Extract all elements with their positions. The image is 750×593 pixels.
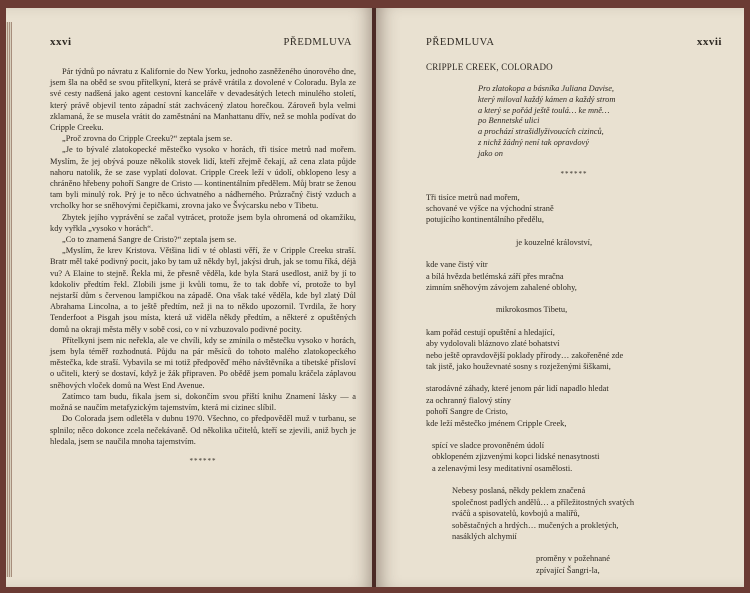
paragraph: „Je to bývalé zlatokopecké městečko vysoko v horách, tři tisíce metrů nad mořem. Myslím, že jej obývá pouze několik stovek lidí, kteří zřejmě čekají, až cena zlata půjde nahoru natolik, že se zase vyplatí dolovat. Cripple Creek leží v údolí, obklopeno lesy a chráněno hřebeny pohoří Sangre de Cristo — kontinentálním předělem. Můj bratr se ženou tam byli minulý rok. Prý je to něco úchvatného a nádherného. Průzračný čistý vzduch a vrcholky hor se sněhovými čepičkami, zrovna jako ve Švýcarsku nebo v Tibetu. (50, 145, 356, 211)
paragraph: „Myslím, že krev Kristova. Většina lidí v té oblasti věří, že v Cripple Creeku straší. Bratr měl také podivný pocit, jako by tam už někdy byl, jakýsi druh, jak se tomu říká, déjà vu? A Elaine to stejně. Řekla mi, že přesně věděla, kde byla Stará usedlost, aniž by jí to kdokoliv předtím řekl. Zlobili jsme ji kvůli tomu, že to tak dobře ví, protože to byl nejstarší dům s červenou lampičkou na západě. Ona však také věděla, kde byl zlatý Důl Abrahama Lincolna, a to ještě předtím, než ji na to někdo upozornil. Tvrdila, že hory Tenderfoot a Pisgah jsou místa, která už viděla někdy předtím, a některé z opuštěných domů na okraji města měly v sobě cosi, co v ní vzbuzovalo podivné pocity. (50, 246, 356, 334)
poem-stanza: proměny v požehnané zpívající Šangri-la, (536, 554, 610, 575)
paragraph: Do Colorada jsem odletěla v dubnu 1970. Všechno, co předpověděl muž v turbanu, se splnilo; něco dokonce zcela nečekávaně. Od několika učitelů, kteří se zjevili, aniž bych je hledala, jsem se naučila mnoha tajemstvím. (50, 414, 356, 446)
poem-stanza: kam pořád cestují opuštění a hledající, aby vydolovali bláznovo zlaté bohatství nebo ještě opravdovější poklady přírody… zakořeněné zde tak jistě, jako houževnaté sosny s rozježenými šiškami, (426, 327, 624, 372)
running-header (50, 36, 356, 48)
paragraph: Zbytek jejího vyprávění se začal vytrácet, protože jsem byla ohromená od okamžiku, kdy vyřkla „vysoko v horách“. (50, 212, 356, 233)
section-divider: ****** (189, 456, 217, 465)
section-divider: ****** (560, 169, 588, 178)
page-edges (6, 22, 12, 577)
running-head-title: PŘEDMLUVA (283, 37, 352, 48)
running-header (426, 36, 722, 48)
paragraph: Pár týdnů po návratu z Kalifornie do New Yorku, jednoho zasněženého únorového dne, jsem šla na oběd se svou přítelkyní, která se právě vrátila z dovolené v Coloradu. Byla ze své cesty nadšená jako agent cestovní kanceláře v devadesátých letech minulého století, který právě objevil tento západní stát zachvácený zlatou horečkou. Zároveň byla velmi zklamaná, že se musela vrátit do zaměstnání na Manhattanu dřív, než se mohla podívat do Cripple Creeku. (50, 67, 356, 133)
poem (426, 192, 722, 577)
poem-stanza: Tři tisíce metrů nad mořem, schované ve výšce na východní straně potujícího kontinentálního předělu, (426, 192, 554, 225)
poem-stanza: Nebesy poslaná, někdy peklem značená společnost padlých andělů… a příležitostných svatých rváčů a spisovatelů, kovbojů a malířů, soběstačných a hrdých… mučených a prokletých, nasáklých alchymií (452, 486, 635, 541)
poem-stanza: kde vane čistý vítr a bílá hvězda betlémská září přes mračna zimním sněhovým závojem zahalené oblohy, (426, 260, 577, 293)
poem-stanza: spící ve sladce provoněném údolí obklopeném zjizvenými kopci lidské nenasytnosti a zelenavými lesy meditativní osamělosti. (432, 441, 600, 473)
paragraph: Zatímco tam budu, fikala jsem si, dokončím svou příští knihu Znamení lásky — a možná se naučím metafyzickým tajemstvím, která mi cizinec slíbil. (50, 391, 356, 413)
paragraph: „Co to znamená Sangre de Cristo?“ zeptala jsem se. (62, 235, 237, 245)
poem-stanza: je kouzelné království, (516, 237, 593, 247)
page-number: xxvii (696, 36, 722, 48)
section-title: CRIPPLE CREEK, COLORADO (426, 62, 553, 72)
left-page (6, 8, 374, 587)
paragraph: Přítelkyni jsem nic neřekla, ale ve chvíli, kdy se zmínila o městečku vysoko v horách, jsem byla téměř rozhodnutá. Půjdu na pár měsíců do tohoto malého zlatokopeckého městečka, kde straší. Vybavila se mi totiž předpověď mého návštěvníka a tibetské přísloví o učiteli, který se dostaví, když je žák připraven. Po obědě jsem pomalu kráčela záplavou sněhových vloček domů na West End Avenue. (50, 335, 356, 390)
right-page (376, 8, 744, 587)
poem-stanza: mikrokosmos Tibetu, (496, 305, 568, 315)
epigraph: Pro zlatokopa a básníka Juliana Davise, který miloval každý kámen a každý strom a který se pořád ještě toulá… ke mně… po Bennetské ulici a prochází strašidlyživoucích cizinců, z nichž žádný není tak opravdový jako on (478, 84, 616, 158)
paragraph: „Proč zrovna do Cripple Creeku?“ zeptala jsem se. (62, 134, 233, 144)
page-number: xxvi (50, 36, 72, 48)
running-head-title: PŘEDMLUVA (426, 37, 495, 48)
poem-stanza: starodávné záhady, které jenom pár lidí napadlo hledat za ochranný fialový stíny pohoří Sangre de Cristo, kde leží městečko jménem Cripple Creek, (426, 384, 609, 428)
